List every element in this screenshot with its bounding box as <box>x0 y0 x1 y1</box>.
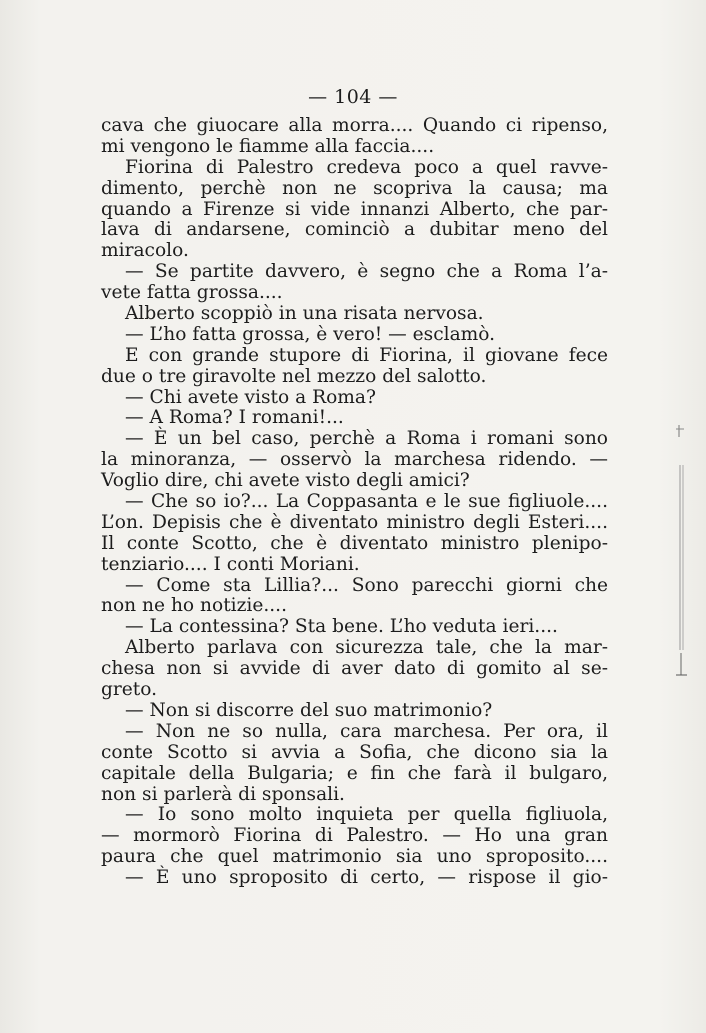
text-line: Voglio dire, chi avete visto degli amici? <box>101 470 470 492</box>
text-line: lava di andarsene, cominciò a dubitar meno del <box>101 219 608 241</box>
page-number: — 104 — <box>308 86 398 108</box>
text-line: non ne ho notizie.... <box>101 595 288 617</box>
text-line: due o tre giravolte nel mezzo del salotto. <box>101 365 487 387</box>
text-line: — Non ne so nulla, cara marchesa. Per ora, il <box>125 720 608 742</box>
text-line: E con grande stupore di Fiorina, il giovane fece <box>125 344 608 366</box>
text-line: Fiorina di Palestro credeva poco a quel ravve- <box>125 156 608 178</box>
text-line: — È uno sproposito di certo, — rispose il gio- <box>125 867 608 889</box>
text-line: paura che quel matrimonio sia uno sproposito.... <box>101 846 608 868</box>
text-line: — mormorò Fiorina di Palestro. — Ho una gran <box>101 825 608 847</box>
body-text <box>101 116 608 889</box>
text-line: capitale della Bulgaria; e fin che farà il bulgaro, <box>101 762 608 784</box>
text-line: — L’ho fatta grossa, è vero! — esclamò. <box>125 323 496 345</box>
text-line: mi vengono le fiamme alla faccia.... <box>101 135 435 157</box>
text-line: Il conte Scotto, che è diventato ministro plenipo- <box>101 532 608 554</box>
text-line: L’on. Depisis che è diventato ministro degli Esteri.... <box>101 511 608 533</box>
text-line: non si parlerà di sponsali. <box>101 783 345 805</box>
text-line: — Chi avete visto a Roma? <box>125 386 376 408</box>
text-line: cava che giuocare alla morra.... Quando ci ripenso, <box>101 115 608 136</box>
text-line: — È un bel caso, perchè a Roma i romani sono <box>125 428 608 450</box>
text-line: — La contessina? Sta bene. L’ho veduta ieri.... <box>125 616 558 638</box>
text-line: miracolo. <box>101 240 189 262</box>
text-line: la minoranza, — osservò la marchesa ridendo. — <box>101 449 608 471</box>
text-line: vete fatta grossa.... <box>101 282 283 304</box>
text-line: — Che so io?... La Coppasanta e le sue figliuole.... <box>125 491 608 513</box>
text-line: dimento, perchè non ne scopriva la causa; ma <box>101 177 608 199</box>
text-line: — A Roma? I romani!... <box>125 407 344 429</box>
margin-pencil-mark <box>676 425 688 685</box>
text-line: Alberto parlava con sicurezza tale, che la mar- <box>125 637 608 659</box>
text-line: — Non si discorre del suo matrimonio? <box>125 699 493 721</box>
text-line: Alberto scoppiò in una risata nervosa. <box>125 303 484 325</box>
text-line: chesa non si avvide di aver dato di gomito al se- <box>101 658 608 680</box>
text-line: — Io sono molto inquieta per quella figliuola, <box>125 804 608 826</box>
text-line: — Come sta Lillia?... Sono parecchi giorni che <box>125 574 608 596</box>
text-line: — Se partite davvero, è segno che a Roma l’a- <box>125 261 608 283</box>
text-line: greto. <box>101 679 158 701</box>
text-line: tenziario.... I conti Moriani. <box>101 553 360 575</box>
text-line: quando a Firenze si vide innanzi Alberto, che par- <box>101 198 608 220</box>
text-line: conte Scotto si avvia a Sofia, che dicono sia la <box>101 741 608 763</box>
